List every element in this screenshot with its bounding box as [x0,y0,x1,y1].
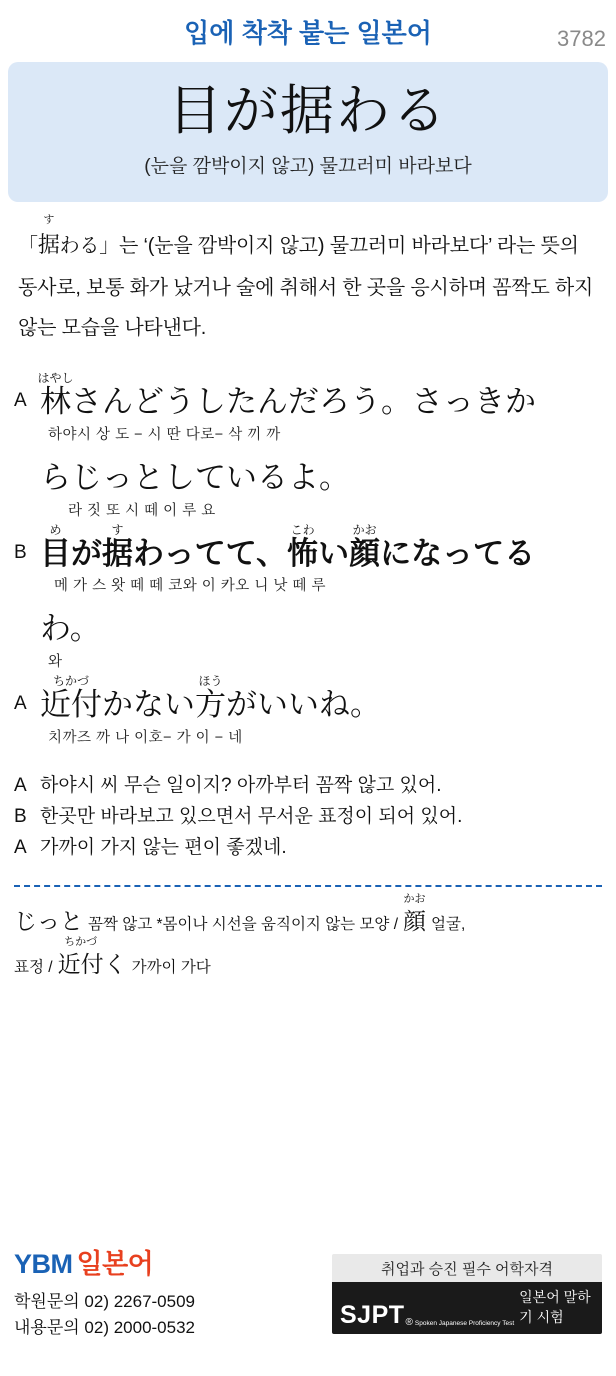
translation-line [14,802,602,833]
dialogue-japanese: わ。 [40,611,101,648]
kanji-char: 林 [40,384,71,420]
sjpt-tagline: 취업과 승진 필수 어학자격 [332,1254,602,1282]
explanation-body: わる」는 ‘(눈을 깜박이지 않고) 물끄러미 바라보다’ 라는 뜻의 동사로, 보통 화가 났거나 술에 취해서 한 곳을 응시하며 꼼짝도 하지 않는 모습을 나타낸다. [18,235,594,339]
contact-content: 내용문의 02) 2000-0532 [14,1318,196,1338]
ruby-group [40,522,71,574]
ruby-group [40,674,102,725]
dialogue-korean-reading: 와 [48,654,63,671]
title-banner [8,62,608,202]
vocabulary-block [14,893,602,986]
vocabulary-line [14,935,602,987]
ruby-group [37,371,74,422]
furigana-ruby: す [111,522,124,537]
kana-text: かない [102,687,195,724]
contact-academy: 학원문의 02) 2267-0509 [14,1292,196,1311]
kana-text: になってる [380,535,536,572]
speaker-label: A [14,836,27,858]
furigana-ruby: はやし [37,371,74,385]
sjpt-ad-banner[interactable] [332,1254,602,1334]
furigana-ruby: かお [403,893,426,906]
furigana-ruby: め [49,522,62,537]
translation-line [14,833,602,864]
furigana-ruby: す [43,214,55,226]
sjpt-full-name: Spoken Japanese Proficiency Test [414,1319,515,1327]
speaker-label [14,601,40,617]
ruby-group [195,674,226,725]
furigana-ruby: ちかづ [52,674,90,689]
kanji-char: 方 [195,687,226,724]
explanation-open-quote: 「 [18,235,38,257]
furigana-ruby: かお [352,522,377,537]
dialogue-japanese [40,522,602,574]
dialogue-korean-reading: 하야시 상 도 − 시 딴 다로− 삭 끼 까 [48,426,281,443]
ruby-group [287,522,319,574]
speaker-label [14,450,40,466]
kana-text: がいいね。 [226,687,381,724]
dialogue-content [40,450,602,522]
dialogue-line [14,450,602,522]
furigana-ruby: ちかづ [64,935,98,948]
dialogue-japanese [40,674,602,725]
sjpt-korean-label: 일본어 말하기 시험 [519,1289,591,1325]
vocab-japanese: じっと [14,909,83,936]
vocab-korean: 꼼짝 않고 *몸이나 시선을 움직이지 않는 모양 / [88,916,399,934]
kana-text: が [71,535,102,572]
page-title: 입에 착착 붙는 일본어 [184,17,432,48]
dialogue-japanese [37,371,602,422]
expression-japanese: 目が据わる [168,79,448,143]
dialogue-content [40,674,602,749]
furigana-ruby: ほう [198,674,223,689]
vocab-japanese: く [103,951,127,978]
dialogue-line [14,371,602,446]
vocabulary-line [14,893,602,944]
ruby-group [403,893,427,944]
kanji-char: 近付 [57,951,104,978]
dialogue-line [14,674,602,749]
ruby-group [102,522,133,574]
vocab-korean: 표정 / [14,958,53,976]
translation-text: 하야시 씨 무슨 일이지? 아까부터 꼼짝 않고 있어. [40,775,442,797]
dialogue-content [37,371,602,446]
kanji-char: 顔 [403,909,427,936]
kanji-char: 怖 [287,535,319,572]
vocab-korean: 얼굴, [431,916,466,934]
dashed-divider [14,885,602,887]
page-number: 3782 [557,26,606,51]
kana-text: さんどうしたんだろう。さっきか [71,384,536,420]
dialogue-japanese: らじっとしているよ。 [40,459,350,496]
kanji-char: 目 [40,535,71,572]
translation-text: 한곳만 바라보고 있으면서 무서운 표정이 되어 있어. [40,805,463,827]
vocab-korean: 가까이 가다 [131,958,211,976]
brand-ybm: YBM [14,1249,73,1279]
dialogue-korean-reading: 치까즈 까 나 이호− 가 이 − 네 [48,730,243,747]
registered-trademark-icon: ® [405,1317,413,1328]
sjpt-logo-text: SJPT [340,1301,405,1329]
kana-text: い [318,535,350,572]
ruby-group [57,935,104,987]
kanji-char: 近付 [40,687,102,724]
speaker-label: B [14,805,27,827]
explanation-kanji [37,214,60,268]
dialogue-line [14,522,602,598]
dialogue-block [14,371,602,749]
translation-text: 가까이 가지 않는 편이 좋겠네. [40,836,287,858]
page-header [0,0,616,62]
kana-text: わってて、 [133,535,288,572]
dialogue-content [40,601,602,673]
translation-block [14,771,602,863]
dialogue-korean-reading: 라 짓 또 시 떼 이 루 요 [68,502,216,519]
dialogue-line [14,601,602,673]
expression-korean-meaning: (눈을 깜박이지 않고) 물끄러미 바라보다 [144,155,472,177]
speaker-label: A [14,775,27,797]
translation-line [14,771,602,802]
dialogue-korean-reading: 메 가 스 왓 떼 떼 코와 이 카오 니 낫 떼 루 [54,578,326,595]
kanji-char: 顔 [349,535,381,572]
speaker-label: B [14,541,27,563]
kanji-char: 据 [102,535,133,572]
ruby-group [349,522,381,574]
speaker-label: A [14,693,27,715]
dialogue-content [40,522,602,598]
explanation-paragraph [18,214,598,348]
speaker-label: A [14,390,27,411]
kanji-char: 据 [37,233,60,258]
brand-japanese: 일본어 [76,1249,154,1279]
furigana-ruby: こわ [290,522,315,537]
page-footer [0,1242,616,1362]
sjpt-logo-bar [332,1282,602,1334]
